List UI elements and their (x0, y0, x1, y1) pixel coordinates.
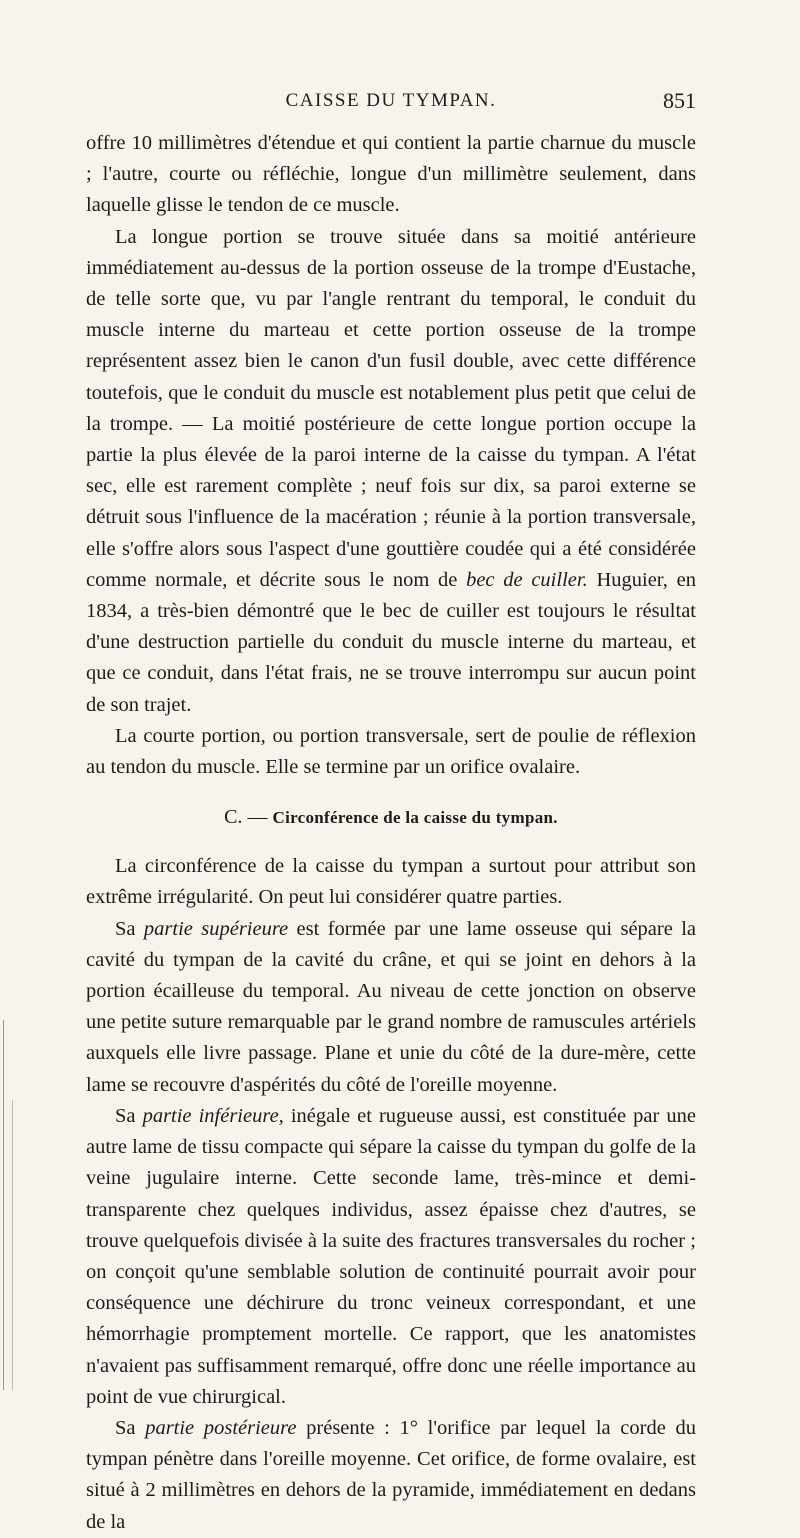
paragraph-2-text-a: La longue portion se trouve située dans sa moitié antérieure immédiatement au-dessus de la portion osseuse de la trompe d'Eustache, de telle sorte que, vu par l'angle rentrant du temporal, le conduit du muscle interne du marteau et cette portion osseuse de la trompe représentent assez bien le canon d'un fusil double, avec cette différence toutefois, que le conduit du muscle est notablement plus petit que celui de la trompe. — La moitié postérieure de cette longue portion occupe la partie la plus élevée de la paroi interne de la caisse du tympan. A l'état sec, elle est rarement complète ; neuf fois sur dix, sa paroi externe se détruit sous l'influence de la macération ; réunie à la portion transversale, elle s'offre alors sous l'aspect d'une gouttière coudée qui a été considérée comme normale, et décrite sous le nom de (86, 225, 696, 591)
paragraph-6-text: inégale et rugueuse aussi, est constituée par une autre lame de tissu compacte qui sépare la caisse du tympan du golfe de la veine jugulaire interne. Cette seconde lame, très-mince et demi-transparente chez quelques individus, assez épaisse chez d'autres, se trouve quelquefois divisée à la suite des fractures transversales du rocher ; on conçoit qu'une semblable solution de continuité pourrait avoir pour conséquence une déchirure du tronc veineux correspondant, et une hémorrhagie promptement mortelle. Ce rapport, que les anatomistes n'avaient pas suffisamment remarqué, offre donc une réelle importance au point de vue chirurgical. (86, 1104, 697, 1408)
paragraph-5-text: est formée par une lame osseuse qui sépare la cavité du tympan de la cavité du crâne, et qui se joint en dehors à la portion écailleuse du temporal. Au niveau de cette jonction on observe une petite suture remarquable par le grand nombre de ramuscules artériels auxquels elle livre passage. Plane et unie du côté de la dure-mère, cette lame se recouvre d'aspérités du côté de l'oreille moyenne. (86, 917, 697, 1096)
running-title: CAISSE DU TYMPAN. (285, 90, 497, 111)
paragraph-2-text-b: Huguier, en 1834, a très-bien démontré que le bec de cuiller est toujours le résultat d'une destruction partielle du conduit du muscle interne du marteau, et que ce conduit, dans l'état frais, ne se trouve interrompu sur aucun point de son trajet. (86, 568, 696, 716)
paragraph-5-italic: partie supérieure (143, 917, 289, 940)
section-letter: C. — (224, 806, 268, 829)
paragraph-1: offre 10 millimètres d'étendue et qui contient la partie charnue du muscle ; l'autre, courte ou réfléchie, longue d'un millimètre seulement, dans laquelle glisse le tendon de ce muscle. (86, 132, 696, 217)
paragraph-3: La courte portion, ou portion transversale, sert de poulie de réflexion au tendon du muscle. Elle se termine par un orifice ovalaire. (86, 724, 696, 779)
paragraph-7 (86, 1413, 696, 1538)
paragraph-7-text: présente : 1° l'orifice par lequel la corde du tympan pénètre dans l'oreille moyenne. Cet orifice, de forme ovalaire, est situé à 2 millimètres en dehors de la pyramide, immédiatement en dedans de la (86, 1416, 697, 1533)
section-title: Circonférence de la caisse du tympan. (272, 808, 558, 828)
paragraph-2 (86, 222, 696, 721)
paragraph-6 (86, 1101, 696, 1413)
scan-edge-line-secondary (12, 1100, 13, 1390)
paragraph-7-lead: Sa (115, 1416, 136, 1439)
paragraph-6-lead: Sa (115, 1104, 136, 1127)
paragraph-2-italic: bec de cuiller. (466, 568, 588, 591)
paragraph-7-italic: partie postérieure (145, 1416, 297, 1439)
paragraph-5-lead: Sa (115, 917, 136, 940)
section-heading (86, 805, 696, 830)
scan-edge-line (3, 1020, 4, 1390)
page-number: 851 (663, 88, 696, 113)
paragraph-6-italic: partie inférieure, (142, 1104, 284, 1127)
paragraph-4: La circonférence de la caisse du tympan a surtout pour attribut son extrême irrégularité. On peut lui considérer quatre parties. (86, 855, 696, 909)
body-text (86, 128, 696, 1538)
running-head (86, 90, 696, 120)
paragraph-5 (86, 914, 696, 1101)
